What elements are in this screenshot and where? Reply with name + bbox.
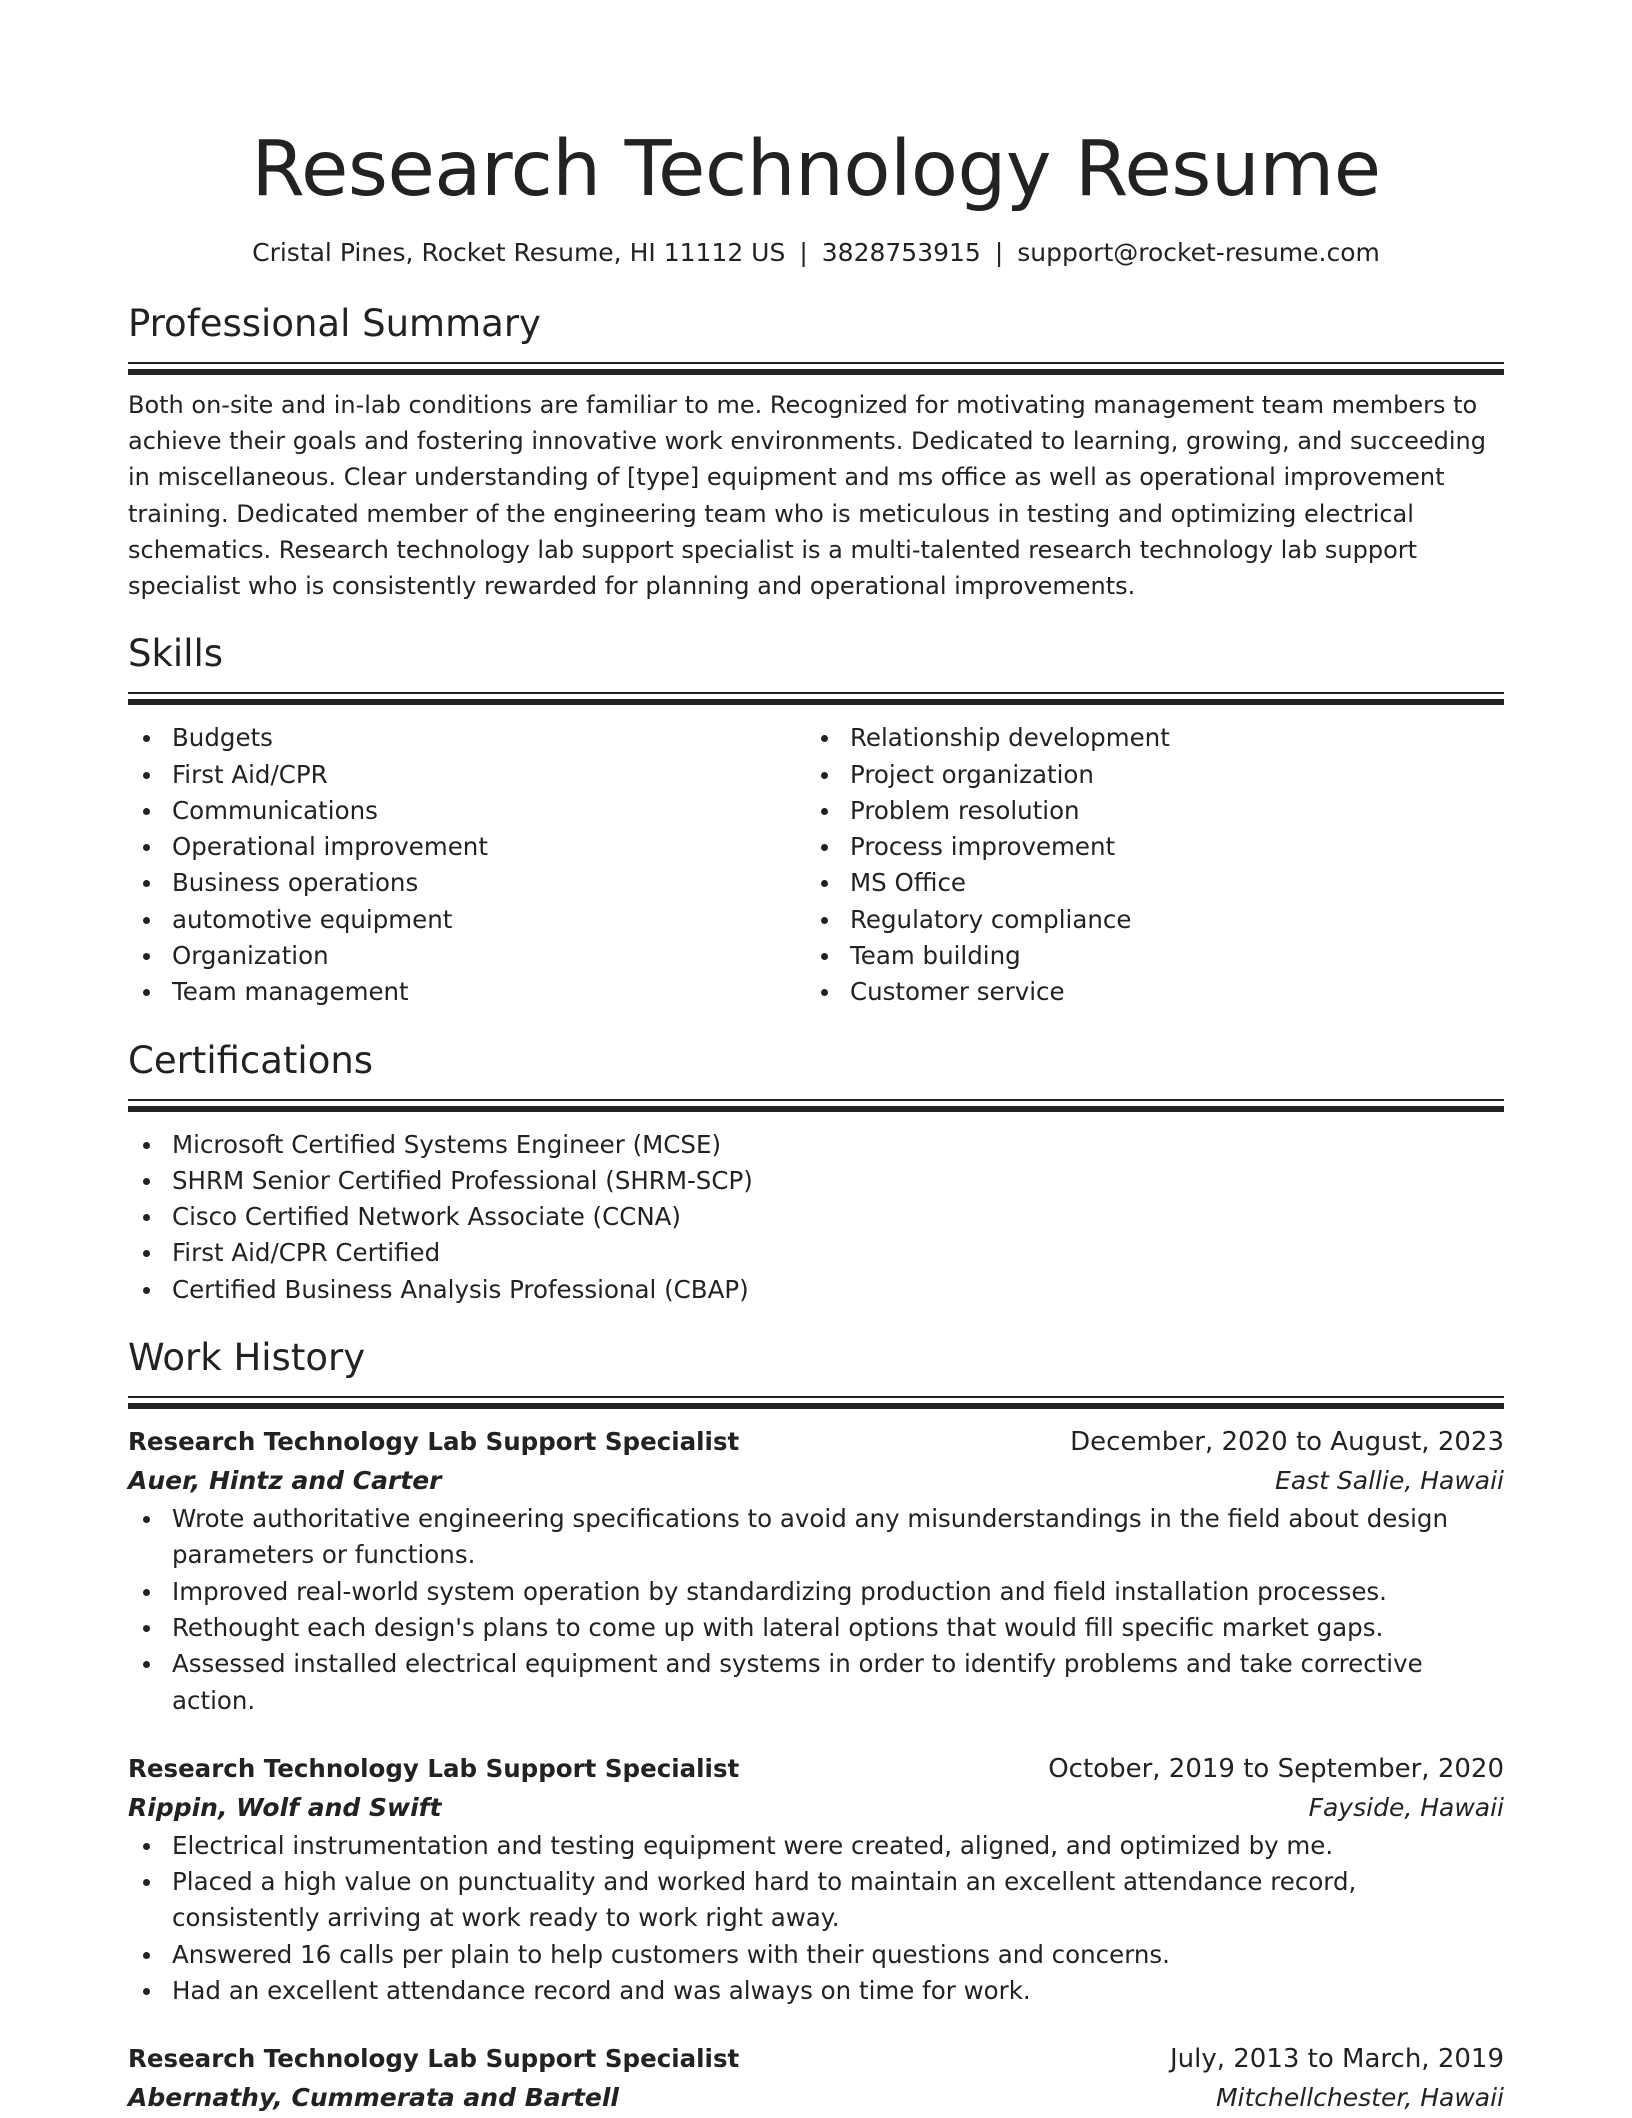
- job-bullet: Electrical instrumentation and testing equipment were created, aligned, and optimized by me.: [128, 1828, 1504, 1864]
- job-title: Research Technology Lab Support Specialist: [128, 1427, 740, 1457]
- skill-item: MS Office: [806, 865, 1484, 901]
- job-bullet: Rethought each design's plans to come up with lateral options that would fill specific market gaps.: [128, 1610, 1504, 1646]
- summary-text: Both on-site and in-lab conditions are familiar to me. Recognized for motivating management team members to achieve their goals and fostering innovative work environments. Dedicated to learning, growing, and succeeding in miscellaneous. Clear understanding of [type] equipment and ms office as well as operational improvement training. Dedicated member of the engineering team who is meticulous in testing and optimizing electrical schematics. Research technology lab support specialist is a multi-talented research technology lab support specialist who is consistently rewarded for planning and operational improvements.: [128, 391, 1487, 601]
- job-dates: December, 2020 to August, 2023: [1070, 1427, 1504, 1458]
- skill-item: Operational improvement: [128, 829, 806, 865]
- job-bullet: Placed a high value on punctuality and worked hard to maintain an excellent attendance record, consistently arriving at work ready to work right away.: [128, 1864, 1504, 1937]
- skills-left-column: [128, 720, 806, 1010]
- certifications-section: [128, 1037, 1504, 1308]
- job-header: [128, 1750, 1504, 1788]
- job-company: Rippin, Wolf and Swift: [128, 1792, 442, 1822]
- job-title: Research Technology Lab Support Specialist: [128, 1753, 740, 1783]
- contact-separator: |: [994, 238, 1004, 267]
- job-title: Research Technology Lab Support Specialist: [128, 2044, 740, 2074]
- summary-heading: Professional Summary: [128, 302, 541, 345]
- certifications-heading: Certifications: [128, 1038, 374, 1082]
- skill-item: Customer service: [806, 974, 1484, 1010]
- skills-section: [128, 630, 1504, 1010]
- skill-item: Organization: [128, 938, 806, 974]
- job-location: Mitchellchester, Hawaii: [1215, 2083, 1504, 2113]
- job-dates: July, 2013 to March, 2019: [1169, 2044, 1504, 2075]
- skill-item: Project organization: [806, 757, 1484, 793]
- job-dates: October, 2019 to September, 2020: [1048, 1753, 1504, 1784]
- section-divider: [128, 1396, 1504, 1409]
- job-bullet: Wrote authoritative engineering specifications to avoid any misunderstandings in the field about design parameters or functions.: [128, 1501, 1504, 1574]
- job-company: Auer, Hintz and Carter: [128, 1466, 442, 1496]
- summary-section: [128, 300, 1504, 604]
- job-subheader: [128, 1461, 1504, 1501]
- job-company: Abernathy, Cummerata and Bartell: [128, 2083, 619, 2113]
- job-bullet: Improved real-world system operation by standardizing production and field installation processes.: [128, 1574, 1504, 1610]
- job-location: Fayside, Hawaii: [1308, 1792, 1504, 1822]
- work-history-heading: Work History: [128, 1336, 366, 1380]
- contact-separator: |: [799, 238, 808, 267]
- section-divider: [128, 1099, 1504, 1112]
- skills-heading: Skills: [128, 632, 224, 676]
- skills-right-column: [806, 720, 1484, 1010]
- job-bullet: Had an excellent attendance record and was always on time for work.: [128, 1973, 1504, 2009]
- contact-address: Cristal Pines, Rocket Resume, HI 11112 US: [252, 238, 786, 267]
- contact-line: [128, 236, 1504, 270]
- job-header: [128, 2040, 1504, 2078]
- skill-item: First Aid/CPR: [128, 757, 806, 793]
- job-entry: [128, 1750, 1504, 2009]
- job-entry: [128, 2040, 1504, 2118]
- skill-item: Problem resolution: [806, 793, 1484, 829]
- job-entry: [128, 1423, 1504, 1719]
- certification-item: First Aid/CPR Certified: [128, 1235, 1504, 1271]
- job-bullets: [128, 1828, 1504, 2009]
- skills-grid: [128, 720, 1504, 1010]
- skill-item: Team building: [806, 938, 1484, 974]
- job-header: [128, 1423, 1504, 1461]
- skill-item: Regulatory compliance: [806, 902, 1484, 938]
- resume-title: Research Technology Resume: [251, 125, 1381, 214]
- job-bullet: Answered 16 calls per plain to help customers with their questions and concerns.: [128, 1937, 1504, 1973]
- skill-item: Process improvement: [806, 829, 1484, 865]
- skill-item: Budgets: [128, 720, 806, 756]
- certifications-list: [128, 1127, 1504, 1308]
- skill-item: Communications: [128, 793, 806, 829]
- certification-item: SHRM Senior Certified Professional (SHRM-SCP): [128, 1163, 1504, 1199]
- certification-item: Certified Business Analysis Professional (CBAP): [128, 1272, 1504, 1308]
- contact-phone: 3828753915: [821, 238, 981, 267]
- skill-item: automotive equipment: [128, 902, 806, 938]
- certification-item: Cisco Certified Network Associate (CCNA): [128, 1199, 1504, 1235]
- skill-item: Business operations: [128, 865, 806, 901]
- skill-item: Team management: [128, 974, 806, 1010]
- job-bullet: Assessed installed electrical equipment and systems in order to identify problems and take corrective action.: [128, 1646, 1504, 1719]
- work-history-section: [128, 1334, 1504, 2118]
- job-bullets: [128, 1501, 1504, 1719]
- section-divider: [128, 692, 1504, 705]
- section-divider: [128, 362, 1504, 375]
- job-subheader: [128, 2078, 1504, 2118]
- job-subheader: [128, 1788, 1504, 1828]
- certification-item: Microsoft Certified Systems Engineer (MCSE): [128, 1127, 1504, 1163]
- job-location: East Sallie, Hawaii: [1275, 1466, 1504, 1496]
- skill-item: Relationship development: [806, 720, 1484, 756]
- contact-email: support@rocket-resume.com: [1017, 238, 1380, 267]
